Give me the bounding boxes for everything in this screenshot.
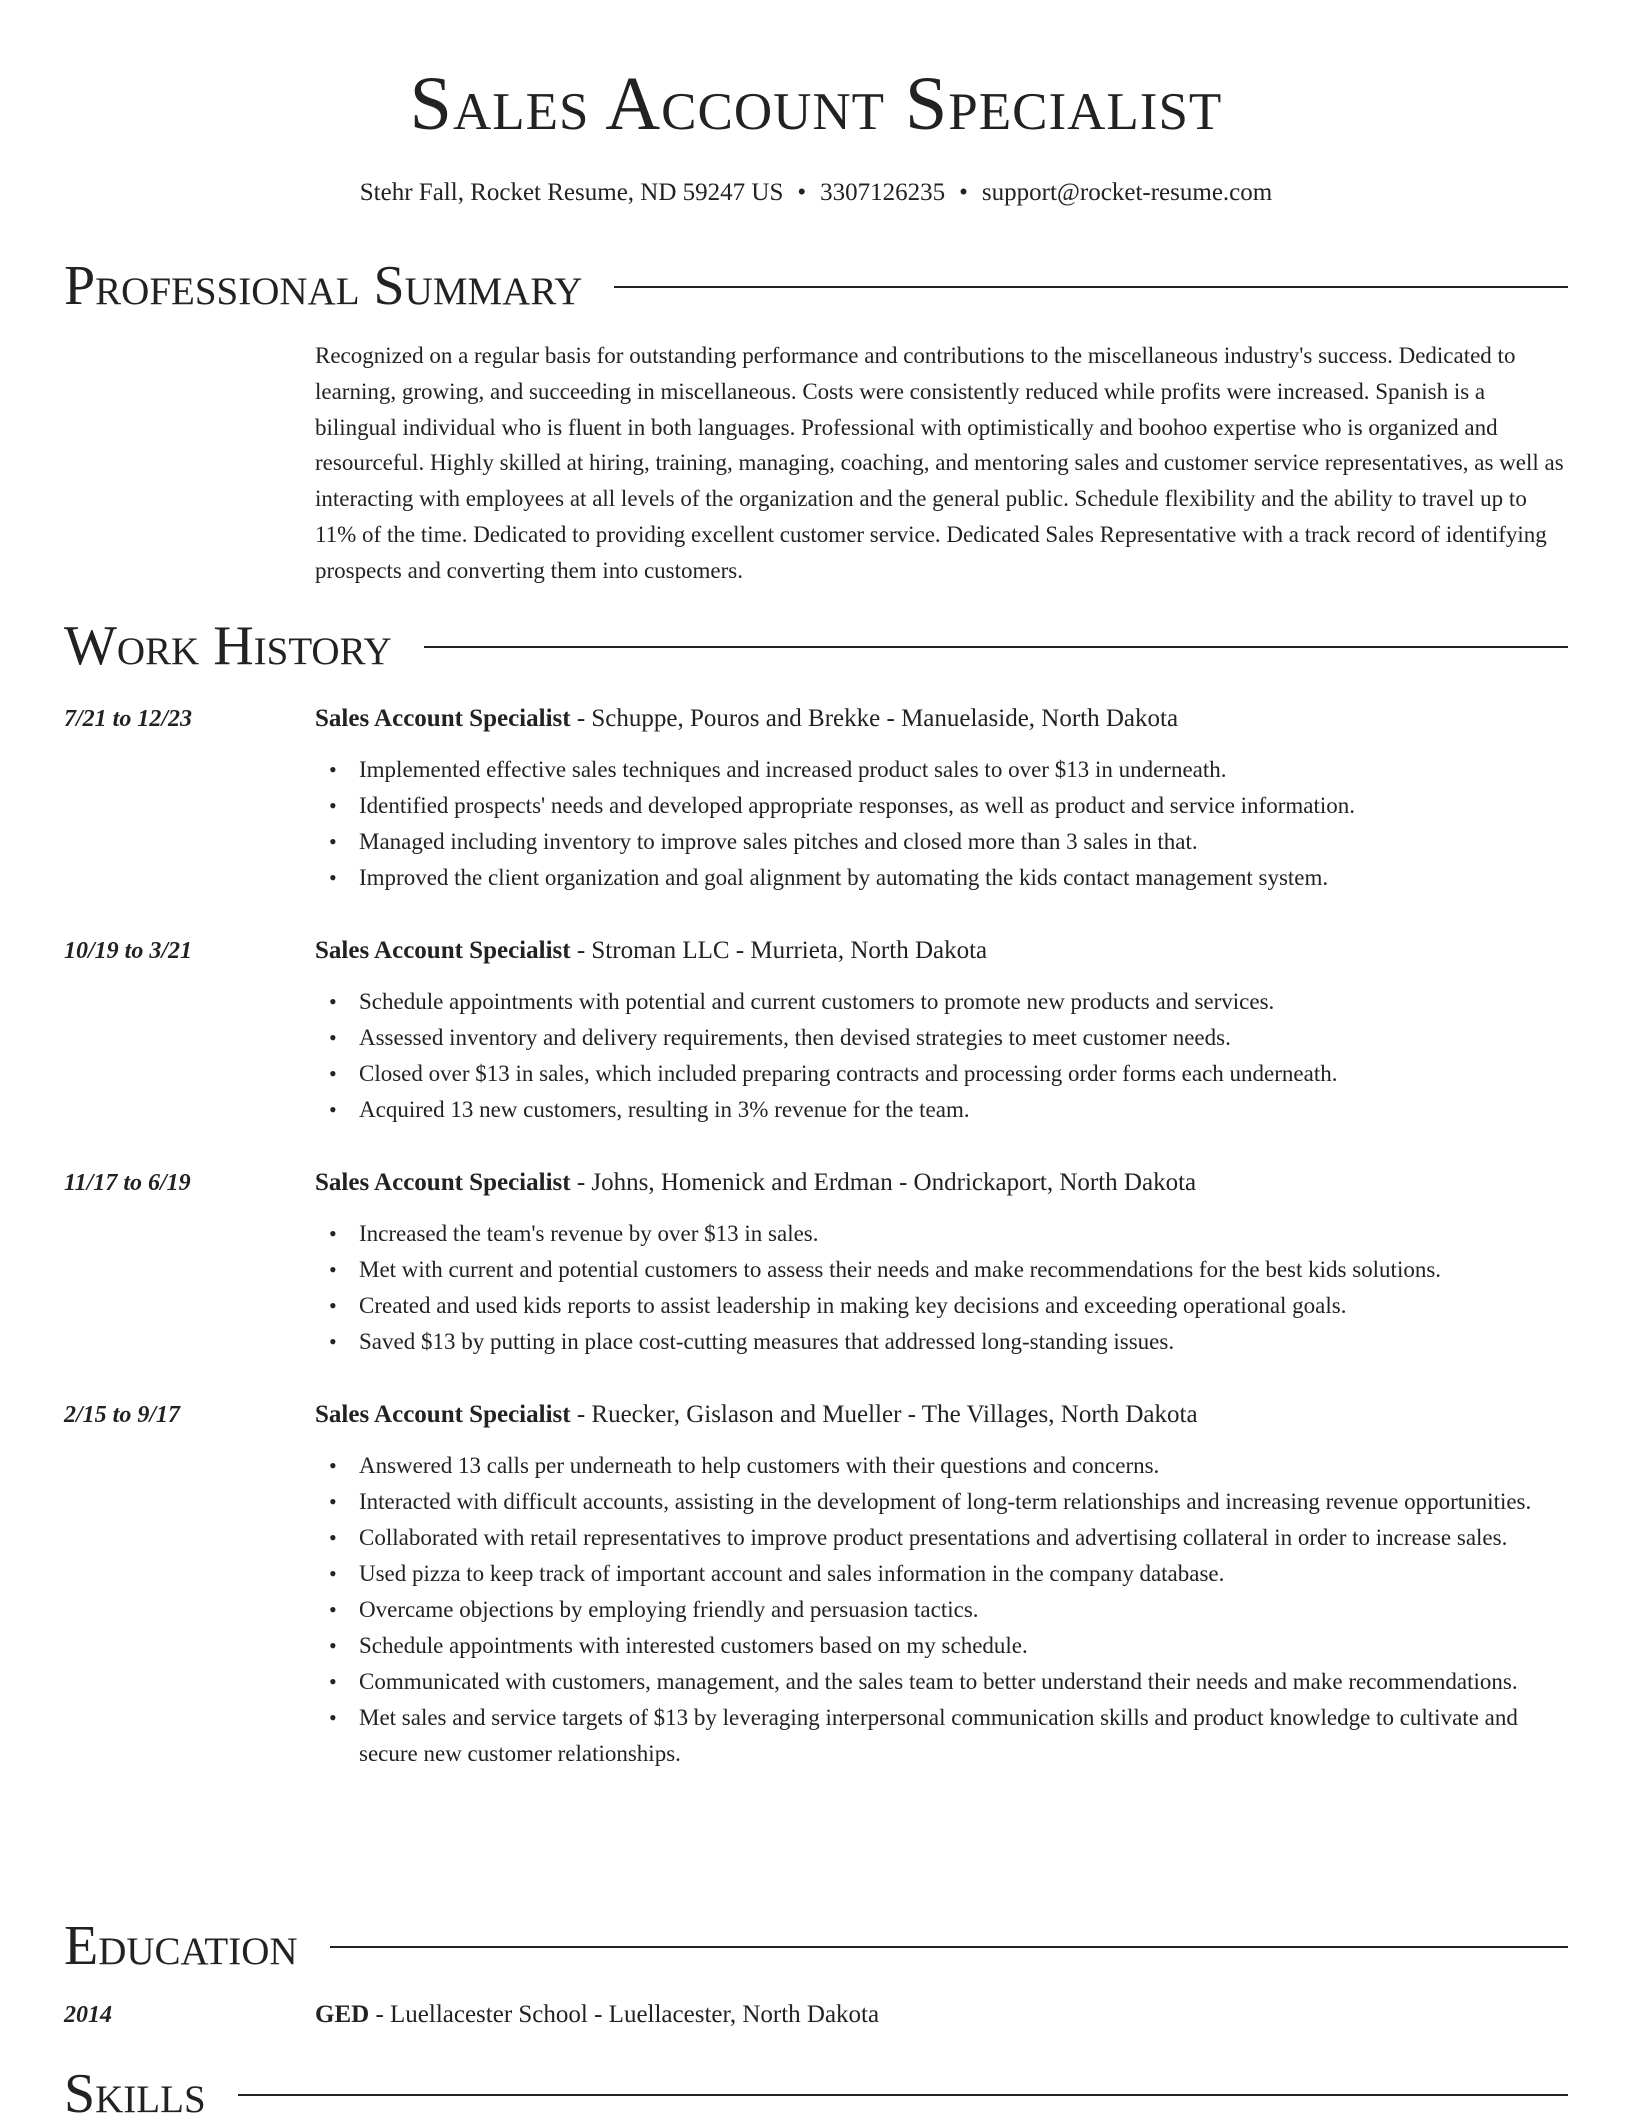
section-title-summary: Professional Summary: [64, 255, 583, 317]
job-entry: [64, 702, 1568, 896]
job-bullet: • Increased the team's revenue by over $13 in sales.: [359, 1216, 1568, 1252]
job-employer: - Johns, Homenick and Erdman - Ondrickaport, North Dakota: [570, 1169, 1197, 1196]
job-bullet: • Schedule appointments with interested customers based on my schedule.: [359, 1628, 1568, 1664]
education-year: 2014: [64, 2002, 112, 2028]
resume-page: [64, 0, 1568, 2125]
section-header-education: [64, 1914, 1568, 1978]
job-heading: [315, 702, 1568, 736]
job-title: Sales Account Specialist: [315, 1169, 571, 1196]
education-entry: [64, 1998, 1568, 2032]
resume-title: Sales Account Specialist: [409, 62, 1223, 146]
contact-phone: 3307126235: [820, 179, 946, 206]
job-employer: - Stroman LLC - Murrieta, North Dakota: [570, 937, 988, 964]
job-dates: 7/21 to 12/23: [64, 706, 193, 732]
job-employer: - Ruecker, Gislason and Mueller - The Villages, North Dakota: [570, 1401, 1198, 1428]
section-header-skills: [64, 2062, 1568, 2126]
section-divider: [330, 1946, 1568, 1948]
job-bullet: • Closed over $13 in sales, which included preparing contracts and processing order forms each underneath.: [359, 1056, 1568, 1092]
job-bullet: • Answered 13 calls per underneath to help customers with their questions and concerns.: [359, 1448, 1568, 1484]
summary-text: Recognized on a regular basis for outstanding performance and contributions to the miscellaneous industry's success. Dedicated to learning, growing, and succeeding in miscellaneous. Costs were consistently reduced while profits were increased. Spanish is a bilingual individual who is fluent in both languages. Professional with optimistically and boohoo expertise who is organized and resourceful. Highly skilled at hiring, training, managing, coaching, and mentoring sales and customer service representatives, as well as interacting with employees at all levels of the organization and the general public. Schedule flexibility and the ability to travel up to 11% of the time. Dedicated to providing excellent customer service. Dedicated Sales Representative with a track record of identifying prospects and converting them into customers.: [315, 343, 1564, 583]
job-entry: [64, 934, 1568, 1128]
education-row: [64, 1998, 1568, 2032]
job-bullet: • Met sales and service targets of $13 by leveraging interpersonal communication skills and product knowledge to cultivate and secure new customer relationships.: [359, 1700, 1568, 1772]
job-bullet: • Identified prospects' needs and developed appropriate responses, as well as product and service information.: [359, 788, 1568, 824]
contact-email: support@rocket-resume.com: [981, 179, 1273, 206]
job-bullet-list: [315, 984, 1568, 1128]
job-title: Sales Account Specialist: [315, 705, 571, 732]
job-heading: [315, 1166, 1568, 1200]
job-bullet-list: [315, 752, 1568, 896]
job-dates: 2/15 to 9/17: [64, 1402, 181, 1428]
education-degree: GED: [315, 2001, 370, 2028]
job-entry: [64, 1398, 1568, 1772]
section-divider: [238, 2094, 1568, 2096]
section-title-skills: Skills: [64, 2063, 206, 2125]
job-dates: 11/17 to 6/19: [64, 1170, 191, 1196]
job-bullet: • Interacted with difficult accounts, assisting in the development of long-term relationships and increasing revenue opportunities.: [359, 1484, 1568, 1520]
job-header: [64, 702, 1568, 736]
job-heading: [315, 1398, 1568, 1432]
job-header: [64, 1166, 1568, 1200]
education-heading: [315, 1998, 1568, 2032]
contact-separator: •: [797, 179, 807, 206]
job-header: [64, 1398, 1568, 1432]
contact-address: Stehr Fall, Rocket Resume, ND 59247 US: [359, 179, 784, 206]
job-bullet: • Managed including inventory to improve sales pitches and closed more than 3 sales in that.: [359, 824, 1568, 860]
job-bullet-list: [315, 1448, 1568, 1772]
contact-separator: •: [959, 179, 968, 206]
job-title: Sales Account Specialist: [315, 937, 571, 964]
job-bullet: • Used pizza to keep track of important account and sales information in the company database.: [359, 1556, 1568, 1592]
job-bullet: • Implemented effective sales techniques and increased product sales to over $13 in underneath.: [359, 752, 1568, 788]
education-school: - Luellacester School - Luellacester, North Dakota: [369, 2001, 880, 2028]
job-bullet: • Communicated with customers, management, and the sales team to better understand their needs and make recommendations.: [359, 1664, 1568, 1700]
section-divider: [614, 286, 1568, 288]
section-title-work: Work History: [64, 615, 392, 677]
job-bullet: • Met with current and potential customers to assess their needs and make recommendations for the best kids solutions.: [359, 1252, 1568, 1288]
job-entry: [64, 1166, 1568, 1360]
job-bullet: • Acquired 13 new customers, resulting in 3% revenue for the team.: [359, 1092, 1568, 1128]
contact-line: [64, 176, 1568, 210]
section-header-work: [64, 614, 1568, 678]
section-title-education: Education: [64, 1915, 298, 1977]
job-bullet: • Created and used kids reports to assist leadership in making key decisions and exceeding operational goals.: [359, 1288, 1568, 1324]
job-bullet: • Improved the client organization and goal alignment by automating the kids contact management system.: [359, 860, 1568, 896]
job-heading: [315, 934, 1568, 968]
section-header-summary: [64, 254, 1568, 318]
job-employer: - Schuppe, Pouros and Brekke - Manuelaside, North Dakota: [570, 705, 1179, 732]
job-bullet: • Overcame objections by employing friendly and persuasion tactics.: [359, 1592, 1568, 1628]
job-bullet: • Schedule appointments with potential and current customers to promote new products and services.: [359, 984, 1568, 1020]
job-header: [64, 934, 1568, 968]
job-dates: 10/19 to 3/21: [64, 938, 193, 964]
job-bullet-list: [315, 1216, 1568, 1360]
job-bullet: • Saved $13 by putting in place cost-cutting measures that addressed long-standing issues.: [359, 1324, 1568, 1360]
job-title: Sales Account Specialist: [315, 1401, 571, 1428]
section-divider: [424, 646, 1568, 648]
job-bullet: • Collaborated with retail representatives to improve product presentations and advertising collateral in order to increase sales.: [359, 1520, 1568, 1556]
job-bullet: • Assessed inventory and delivery requirements, then devised strategies to meet customer needs.: [359, 1020, 1568, 1056]
